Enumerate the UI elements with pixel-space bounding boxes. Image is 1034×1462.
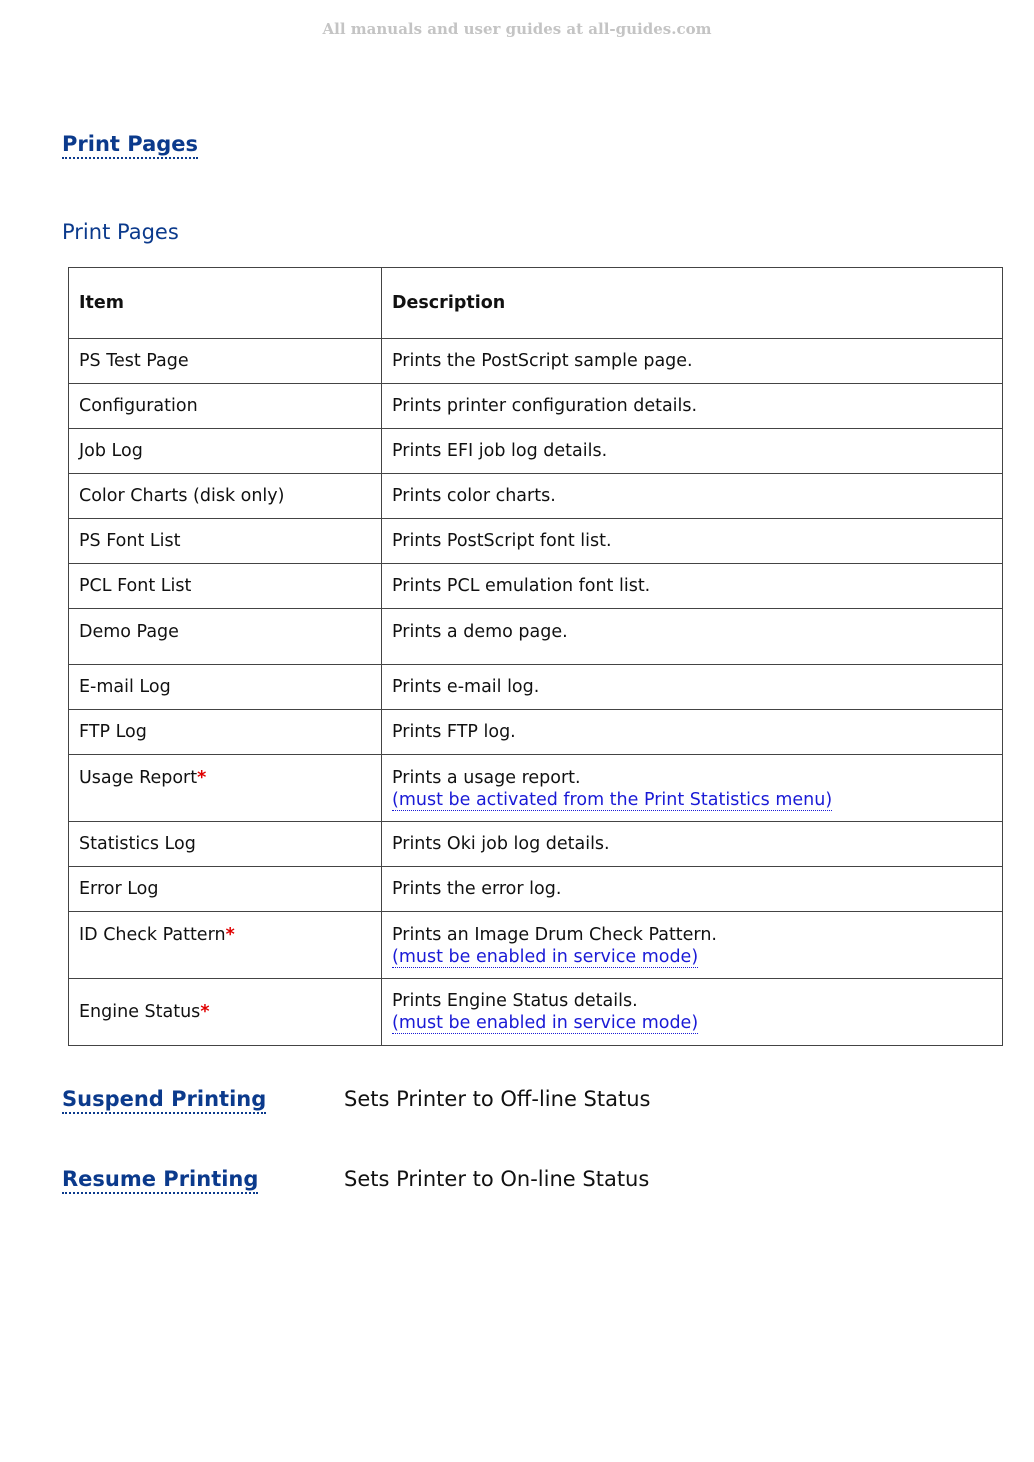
description-text: Prints a demo page. — [392, 622, 568, 642]
required-asterisk: * — [197, 768, 207, 788]
description-cell — [382, 609, 1003, 665]
table-row — [69, 822, 1003, 867]
description-cell — [382, 564, 1003, 609]
required-asterisk: * — [225, 925, 235, 945]
item-label: Engine Status — [79, 1002, 201, 1022]
description-cell — [382, 979, 1003, 1046]
item-label: PCL Font List — [79, 576, 192, 596]
watermark: All manuals and user guides at all-guides.com — [322, 20, 712, 38]
item-cell — [69, 564, 382, 609]
description-cell — [382, 822, 1003, 867]
item-cell — [69, 609, 382, 665]
item-label: Demo Page — [79, 622, 179, 642]
description-cell — [382, 429, 1003, 474]
description-text: Prints FTP log. — [392, 722, 516, 742]
item-cell — [69, 474, 382, 519]
header-description: Description — [382, 268, 1003, 339]
id-check-note-link[interactable]: (must be enabled in service mode) — [392, 947, 699, 967]
item-label: Error Log — [79, 879, 159, 899]
item-label: Usage Report — [79, 768, 198, 788]
print-pages-link[interactable]: Print Pages — [62, 132, 198, 159]
description-cell — [382, 710, 1003, 755]
description-cell — [382, 912, 1003, 979]
item-cell — [69, 912, 382, 979]
description-cell — [382, 867, 1003, 912]
item-label: PS Test Page — [79, 351, 189, 371]
item-cell — [69, 384, 382, 429]
header-item: Item — [69, 268, 382, 339]
resume-printing-link[interactable]: Resume Printing — [62, 1167, 258, 1194]
item-cell — [69, 710, 382, 755]
description-text: Prints printer configuration details. — [392, 396, 698, 416]
usage-report-note-link[interactable]: (must be activated from the Print Statistics menu) — [392, 790, 833, 810]
suspend-printing-link[interactable]: Suspend Printing — [62, 1087, 266, 1114]
description-text: Prints an Image Drum Check Pattern. — [392, 925, 717, 945]
description-text: Prints Engine Status details. — [392, 991, 638, 1011]
table-row — [69, 519, 1003, 564]
description-cell — [382, 474, 1003, 519]
item-cell — [69, 665, 382, 710]
table-row — [69, 339, 1003, 384]
description-text: Prints the PostScript sample page. — [392, 351, 693, 371]
item-cell — [69, 519, 382, 564]
section-title: Print Pages — [62, 220, 179, 244]
resume-printing-description: Sets Printer to On-line Status — [344, 1167, 650, 1191]
description-text: Prints the error log. — [392, 879, 562, 899]
table-row — [69, 867, 1003, 912]
print-pages-table — [68, 267, 1003, 1046]
engine-status-note-link[interactable]: (must be enabled in service mode) — [392, 1013, 699, 1033]
description-text: Prints PostScript font list. — [392, 531, 612, 551]
item-cell — [69, 979, 382, 1046]
item-label: Color Charts (disk only) — [79, 486, 285, 506]
item-cell — [69, 755, 382, 822]
item-label: Job Log — [79, 441, 143, 461]
table-row — [69, 912, 1003, 979]
description-text: Prints Oki job log details. — [392, 834, 610, 854]
description-text: Prints color charts. — [392, 486, 556, 506]
table-row — [69, 979, 1003, 1046]
description-text: Prints EFI job log details. — [392, 441, 608, 461]
table-row — [69, 665, 1003, 710]
item-label: FTP Log — [79, 722, 147, 742]
table-row — [69, 755, 1003, 822]
suspend-printing-description: Sets Printer to Off-line Status — [344, 1087, 651, 1111]
item-cell — [69, 822, 382, 867]
item-label: ID Check Pattern — [79, 925, 226, 945]
description-cell — [382, 384, 1003, 429]
item-label: Statistics Log — [79, 834, 196, 854]
table-row — [69, 429, 1003, 474]
description-cell — [382, 519, 1003, 564]
description-cell — [382, 665, 1003, 710]
item-cell — [69, 339, 382, 384]
required-asterisk: * — [200, 1002, 210, 1022]
table-row — [69, 474, 1003, 519]
description-text: Prints e-mail log. — [392, 677, 540, 697]
table-row — [69, 609, 1003, 665]
description-text: Prints a usage report. — [392, 768, 581, 788]
item-cell — [69, 429, 382, 474]
table-row — [69, 710, 1003, 755]
table-row — [69, 384, 1003, 429]
description-text: Prints PCL emulation font list. — [392, 576, 651, 596]
item-label: E-mail Log — [79, 677, 171, 697]
item-label: PS Font List — [79, 531, 181, 551]
description-cell — [382, 339, 1003, 384]
item-cell — [69, 867, 382, 912]
item-label: Configuration — [79, 396, 198, 416]
table-row — [69, 564, 1003, 609]
table-header-row — [69, 268, 1003, 339]
description-cell — [382, 755, 1003, 822]
